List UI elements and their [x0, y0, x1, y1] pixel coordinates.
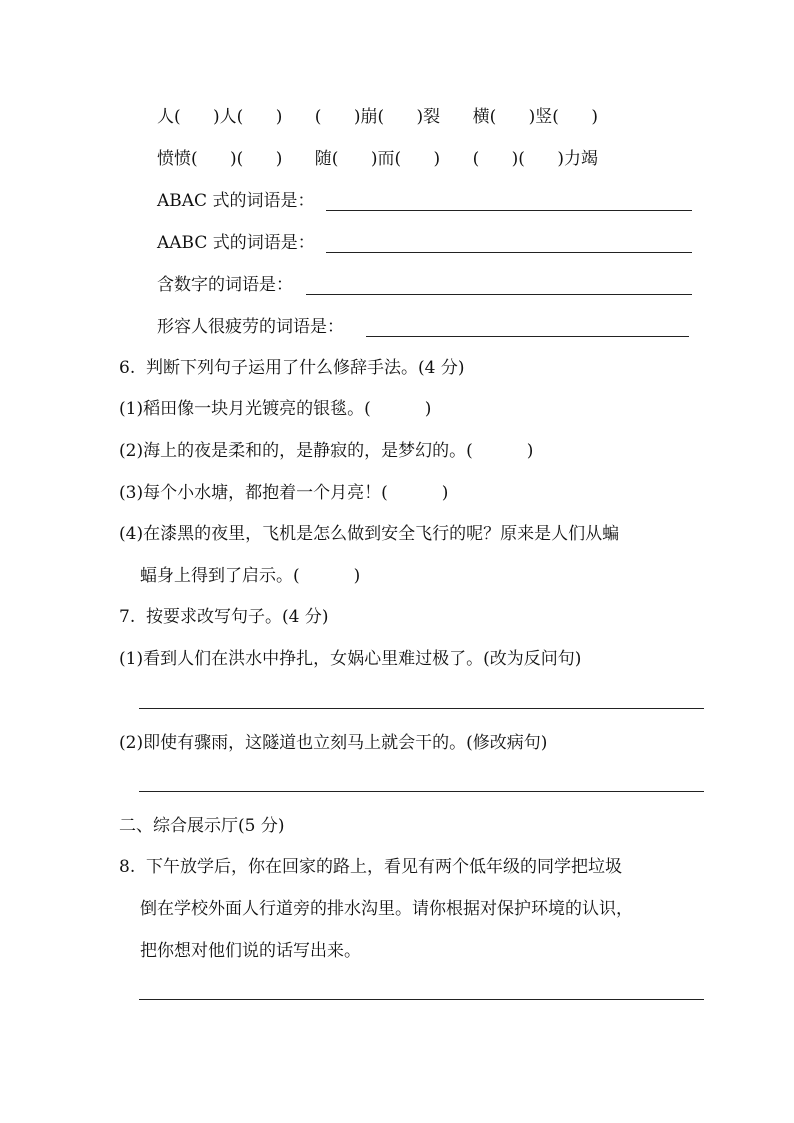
- q6-item-2: (2)海上的夜是柔和的，是静寂的，是梦幻的。( ): [119, 441, 534, 461]
- q6-item-4-line-2: 蝠身上得到了启示。( ): [140, 566, 361, 586]
- tired-words-label: 形容人很疲劳的词语是：: [157, 317, 344, 337]
- number-words-label: 含数字的词语是：: [157, 275, 293, 295]
- section-2-heading: 二、综合展示厅(5 分): [119, 816, 285, 836]
- q6-item-1: (1)稻田像一块月光镀亮的银毯。( ): [119, 399, 432, 419]
- aabc-answer-line[interactable]: [326, 252, 692, 253]
- q8-answer-line[interactable]: [139, 999, 704, 1000]
- q5-idiom-row-2: 愤愤( )( ) 随( )而( ) ( )( )力竭: [157, 149, 598, 169]
- abac-label: ABAC 式的词语是：: [157, 191, 315, 211]
- q6-heading: 6. 判断下列句子运用了什么修辞手法。(4 分): [119, 358, 465, 378]
- q8-line-1: 8. 下午放学后，你在回家的路上，看见有两个低年级的同学把垃圾: [119, 857, 623, 877]
- q7-heading: 7. 按要求改写句子。(4 分): [119, 607, 329, 627]
- q5-idiom-row-1: 人( )人( ) ( )崩( )裂 横( )竖( ): [157, 107, 598, 127]
- aabc-label: AABC 式的词语是：: [157, 233, 315, 253]
- q8-line-2: 倒在学校外面人行道旁的排水沟里。请你根据对保护环境的认识，: [140, 899, 633, 919]
- abac-answer-line[interactable]: [326, 210, 692, 211]
- q7-item-2-answer-line[interactable]: [139, 791, 704, 792]
- q7-item-1: (1)看到人们在洪水中挣扎，女娲心里难过极了。(改为反问句): [119, 649, 582, 669]
- q6-item-4-line-1: (4)在漆黑的夜里，飞机是怎么做到安全飞行的呢？原来是人们从蝙: [119, 524, 620, 544]
- q7-item-2: (2)即使有骤雨，这隧道也立刻马上就会干的。(修改病句): [119, 733, 548, 753]
- q6-item-3: (3)每个小水塘，都抱着一个月亮！( ): [119, 483, 449, 503]
- q8-line-3: 把你想对他们说的话写出来。: [140, 941, 361, 961]
- tired-words-answer-line[interactable]: [366, 336, 689, 337]
- number-words-answer-line[interactable]: [306, 294, 692, 295]
- q7-item-1-answer-line[interactable]: [139, 708, 704, 709]
